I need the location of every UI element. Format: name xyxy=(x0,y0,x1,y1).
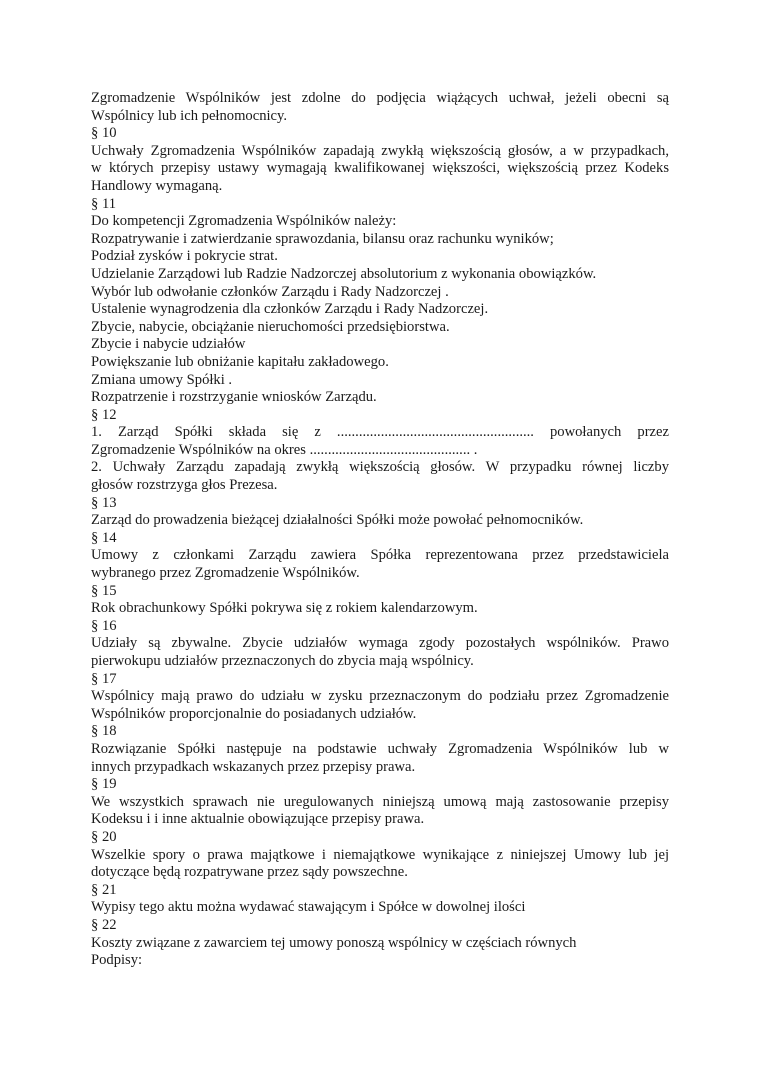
text-line: Rozpatrzenie i rozstrzyganie wniosków Zarządu. xyxy=(91,389,377,406)
text-line: Wspólnicy mają prawo do udziału w zysku przeznaczonym do podziału przez Zgromadzenie xyxy=(91,688,669,705)
text-line: Rozwiązanie Spółki następuje na podstawie uchwały Zgromadzenia Wspólników lub w xyxy=(91,740,669,757)
text-line: Wybór lub odwołanie członków Zarządu i Rady Nadzorczej . xyxy=(91,283,449,300)
section-heading: § 10 xyxy=(91,125,117,142)
section-heading: § 16 xyxy=(91,617,117,634)
text-line: Wypisy tego aktu można wydawać stawającym i Spółce w dowolnej ilości xyxy=(91,899,526,916)
text-line: Zgromadzenie Wspólników jest zdolne do podjęcia wiążących uchwał, jeżeli obecni są xyxy=(91,90,669,106)
text-line: Zarząd do prowadzenia bieżącej działalności Spółki może powołać pełnomocników. xyxy=(91,512,584,529)
text-line: Zbycie, nabycie, obciążanie nieruchomości przedsiębiorstwa. xyxy=(91,318,450,335)
text-line: Powiększanie lub obniżanie kapitału zakładowego. xyxy=(91,353,389,370)
text-line: Do kompetencji Zgromadzenia Wspólników należy: xyxy=(91,213,397,230)
section-heading: § 21 xyxy=(91,881,117,898)
section-heading: § 19 xyxy=(91,776,117,793)
text-line: Uchwały Zgromadzenia Wspólników zapadają zwykłą większością głosów, a w przypadkach, xyxy=(91,142,669,159)
text-line: Koszty związane z zawarciem tej umowy ponoszą wspólnicy w częściach równych xyxy=(91,934,577,951)
section-heading: § 13 xyxy=(91,494,117,511)
text-line: Zgromadzenie Wspólników na okres ............................................ . xyxy=(91,441,478,458)
text-line: Podpisy: xyxy=(91,952,143,969)
text-line: Rok obrachunkowy Spółki pokrywa się z rokiem kalendarzowym. xyxy=(91,600,478,617)
section-heading: § 11 xyxy=(91,195,116,212)
text-line: dotyczące będą rozpatrywane przez sądy powszechne. xyxy=(91,864,408,881)
section-heading: § 18 xyxy=(91,723,117,740)
text-line: Umowy z członkami Zarządu zawiera Spółka reprezentowana przez przedstawiciela xyxy=(91,547,669,564)
text-line: Zbycie i nabycie udziałów xyxy=(91,336,246,353)
text-line: Ustalenie wynagrodzenia dla członków Zarządu i Rady Nadzorczej. xyxy=(91,301,489,318)
text-line: 1. Zarząd Spółki składa się z ...................................................... powołanych przez xyxy=(91,424,669,441)
text-line: Kodeksu i i inne aktualnie obowiązujące przepisy prawa. xyxy=(91,811,425,828)
document-page xyxy=(91,90,669,970)
section-heading: § 20 xyxy=(91,828,117,845)
text-line: innych przypadkach wskazanych przez przepisy prawa. xyxy=(91,758,416,775)
section-heading: § 12 xyxy=(91,406,117,423)
text-line: Podział zysków i pokrycie strat. xyxy=(91,248,278,265)
text-line: Udzielanie Zarządowi lub Radzie Nadzorczej absolutorium z wykonania obowiązków. xyxy=(91,265,597,282)
text-line: pierwokupu udziałów przeznaczonych do zbycia mają wspólnicy. xyxy=(91,653,474,669)
text-line: Zmiana umowy Spółki . xyxy=(91,371,233,388)
text-line: głosów rozstrzyga głos Prezesa. xyxy=(91,477,278,494)
section-heading: § 15 xyxy=(91,582,117,599)
section-heading: § 22 xyxy=(91,916,117,933)
text-line: Wspólników proporcjonalnie do posiadanych udziałów. xyxy=(91,705,417,722)
text-line: Udziały są zbywalne. Zbycie udziałów wymaga zgody pozostałych wspólników. Prawo xyxy=(91,635,669,652)
text-line: Handlowy wymaganą. xyxy=(91,177,223,194)
text-line: Wszelkie spory o prawa majątkowe i niemajątkowe wynikające z niniejszej Umowy lub jej xyxy=(91,846,669,863)
text-line: wybranego przez Zgromadzenie Wspólników. xyxy=(91,565,360,582)
text-line: 2. Uchwały Zarządu zapadają zwykłą większością głosów. W przypadku równej liczby xyxy=(91,459,669,476)
section-heading: § 14 xyxy=(91,529,117,546)
text-line: w których przepisy ustawy wymagają kwalifikowanej większości, większością przez Kodeks xyxy=(91,160,669,177)
text-line: We wszystkich sprawach nie uregulowanych niniejszą umową mają zastosowanie przepisy xyxy=(91,793,669,810)
text-line: Rozpatrywanie i zatwierdzanie sprawozdania, bilansu oraz rachunku wyników; xyxy=(91,230,554,247)
section-heading: § 17 xyxy=(91,670,117,687)
text-line: Wspólnicy lub ich pełnomocnicy. xyxy=(91,107,288,124)
